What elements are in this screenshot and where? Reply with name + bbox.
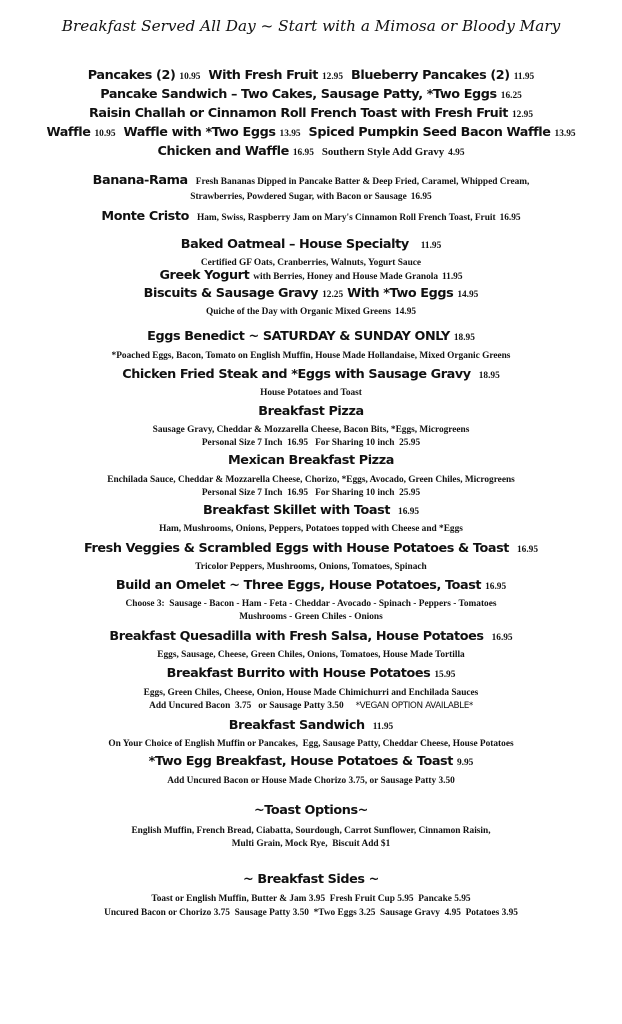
item-price: 16.95	[292, 148, 314, 158]
item-description: Add Uncured Bacon or House Made Chorizo 3.75, or Sausage Patty 3.50	[167, 776, 455, 786]
skillet-desc	[0, 518, 622, 536]
section-title: ~Toast Options~	[253, 803, 368, 818]
item-name: Blueberry Pancakes (2)	[351, 68, 510, 83]
item-price: 16.95	[491, 633, 513, 643]
burrito-line	[0, 664, 622, 682]
item-description: Eggs, Sausage, Cheese, Green Chiles, Onions, Tomatoes, House Made Tortilla	[157, 650, 465, 660]
item-price: 11.95	[372, 722, 394, 732]
item-name: Monte Cristo	[101, 209, 189, 224]
item-name: Greek Yogurt	[159, 268, 250, 283]
item-description: Mushrooms - Green Chiles - Onions	[239, 612, 383, 622]
raisin-challah-line	[0, 104, 622, 122]
item-description: House Potatoes and Toast	[260, 388, 362, 398]
two-egg-line	[0, 752, 622, 770]
item-name: Waffle	[46, 125, 91, 140]
item-price: 11.95	[420, 241, 442, 251]
chicken-fried-steak-desc	[0, 382, 622, 400]
item-name: Fresh Veggies & Scrambled Eggs with House Potatoes & Toast	[83, 541, 509, 556]
item-name: Pancake Sandwich – Two Cakes, Sausage Patty, *Two Eggs	[100, 87, 497, 102]
skillet-line	[0, 501, 622, 519]
item-price: 10.95	[94, 129, 116, 139]
item-description: Ham, Swiss, Raspberry Jam on Mary's Cinnamon Roll French Toast, Fruit	[196, 213, 496, 223]
item-price: 4.95	[448, 148, 465, 158]
item-description: Fresh Bananas Dipped in Pancake Batter & Deep Fried, Caramel, Whipped Cream,	[195, 177, 530, 187]
burrito-addons	[0, 695, 622, 713]
item-price: 14.95	[395, 307, 417, 317]
sides-title	[0, 870, 622, 888]
item-name: With *Two Eggs	[347, 286, 454, 301]
item-price: 18.95	[453, 333, 475, 343]
item-description: Quiche of the Day with Organic Mixed Greens	[205, 307, 392, 317]
item-price: 9.95	[456, 758, 474, 768]
item-price: 12.95	[322, 72, 343, 82]
item-price: 12.95	[512, 110, 534, 120]
breakfast-pizza-line	[0, 402, 622, 420]
item-price: 16.95	[410, 192, 432, 202]
item-price: 12.25	[322, 290, 344, 300]
item-name: Chicken Fried Steak and *Eggs with Sausage Gravy	[122, 367, 471, 382]
fresh-veggies-desc	[0, 556, 622, 574]
item-price: 16.95	[485, 582, 507, 592]
eggs-benedict-desc	[0, 345, 622, 363]
item-name: Build an Omelet ~ Three Eggs, House Potatoes, Toast	[115, 578, 482, 593]
item-price: 11.95	[442, 272, 463, 282]
eggs-benedict-line	[0, 327, 622, 345]
baked-oatmeal-line	[0, 235, 622, 253]
item-name: Mexican Breakfast Pizza	[227, 453, 394, 468]
greek-yogurt-line	[0, 266, 622, 284]
item-name: Chicken and Waffle	[157, 144, 289, 159]
omelet-choices-2	[0, 606, 622, 624]
section-text: Toast or English Muffin, Butter & Jam 3.95 Fresh Fruit Cup 5.95 Pancake 5.95	[151, 894, 471, 904]
item-price: 11.95	[513, 72, 535, 82]
item-description: Tricolor Peppers, Mushrooms, Onions, Tomatoes, Spinach	[195, 562, 427, 572]
biscuits-line	[0, 284, 622, 302]
section-title: ~ Breakfast Sides ~	[243, 872, 379, 887]
item-description: Certified GF Oats, Cranberries, Walnuts, Yogurt Sauce	[200, 258, 422, 268]
quiche-line	[0, 301, 622, 319]
item-description: Sausage Gravy, Cheddar & Mozzarella Cheese, Bacon Bits, *Eggs, Microgreens	[152, 425, 470, 435]
pancake-sandwich-line	[0, 85, 622, 103]
mexican-pizza-line	[0, 451, 622, 469]
item-sizes: Personal Size 7 Inch 16.95 For Sharing 10 inch 25.95	[201, 438, 421, 448]
chicken-fried-steak-line	[0, 365, 622, 383]
item-price: 16.95	[517, 545, 538, 555]
item-description: On Your Choice of English Muffin or Pancakes, Egg, Sausage Patty, Cheddar Cheese, House Potatoes	[108, 739, 514, 749]
item-name: With Fresh Fruit	[208, 68, 318, 83]
item-price: 10.95	[179, 72, 201, 82]
item-extra: Southern Style Add Gravy	[321, 146, 445, 158]
section-text: Multi Grain, Mock Rye, Biscuit Add $1	[231, 839, 391, 849]
item-name: Breakfast Burrito with House Potatoes	[166, 666, 431, 681]
item-price: 16.95	[398, 507, 420, 517]
section-text: Uncured Bacon or Chorizo 3.75 Sausage Patty 3.50 *Two Eggs 3.25 Sausage Gravy 4.95 Potatoes 3.95	[104, 908, 518, 918]
item-description: with Berries, Honey and House Made Granola	[253, 272, 439, 282]
omelet-line	[0, 576, 622, 594]
item-price: 18.95	[478, 371, 500, 381]
item-name: Pancakes (2)	[87, 68, 176, 83]
item-description: Enchilada Sauce, Cheddar & Mozzarella Cheese, Chorizo, *Eggs, Avocado, Green Chiles, Microgreens	[107, 475, 515, 485]
item-description: Eggs, Green Chiles, Cheese, Onion, House Made Chimichurri and Enchilada Sauces	[143, 688, 479, 698]
item-name: Breakfast Skillet with Toast	[202, 503, 391, 518]
two-egg-desc	[0, 770, 622, 788]
item-price: 13.95	[279, 129, 301, 139]
item-name: Breakfast Pizza	[258, 404, 364, 419]
quesadilla-line	[0, 627, 622, 645]
fresh-veggies-line	[0, 539, 622, 557]
chicken-waffle-line	[0, 142, 622, 160]
item-name: Raisin Challah or Cinnamon Roll French Toast with Fresh Fruit	[88, 106, 509, 121]
item-price: 16.25	[500, 91, 522, 101]
item-description: *Poached Eggs, Bacon, Tomato on English Muffin, House Made Hollandaise, Mixed Organic Greens	[111, 351, 511, 361]
quesadilla-desc	[0, 644, 622, 662]
section-text: English Muffin, French Bread, Ciabatta, Sourdough, Carrot Sunflower, Cinnamon Raisin,	[131, 826, 491, 836]
item-name: Eggs Benedict ~ SATURDAY & SUNDAY ONLY	[147, 329, 450, 344]
item-price: 15.95	[434, 670, 456, 680]
item-name: Banana-Rama	[92, 173, 188, 188]
item-name: Biscuits & Sausage Gravy	[143, 286, 319, 301]
sides-line-2	[0, 902, 622, 920]
breakfast-pizza-sizes	[0, 432, 622, 450]
item-price: 16.95	[499, 213, 521, 223]
item-price: 14.95	[457, 290, 479, 300]
sandwich-desc	[0, 733, 622, 751]
toast-options-line-2	[0, 833, 622, 851]
menu-header: Breakfast Served All Day ~ Start with a Mimosa or Bloody Mary	[61, 17, 561, 35]
monte-cristo-line	[0, 207, 622, 225]
item-name: *Two Egg Breakfast, House Potatoes & Toast	[148, 754, 453, 769]
item-description: Ham, Mushrooms, Onions, Peppers, Potatoes topped with Cheese and *Eggs	[159, 524, 463, 534]
waffle-row	[0, 123, 622, 141]
sandwich-line	[0, 716, 622, 734]
item-name: Waffle with *Two Eggs	[123, 125, 276, 140]
item-addons: Add Uncured Bacon 3.75 or Sausage Patty 3.50	[149, 701, 344, 711]
item-description: Choose 3: Sausage - Bacon - Ham - Feta - Cheddar - Avocado - Spinach - Peppers - Tomatoes	[125, 599, 497, 609]
item-name: Breakfast Quesadilla with Fresh Salsa, House Potatoes	[109, 629, 484, 644]
pancakes-row	[0, 66, 622, 84]
vegan-note: *VEGAN OPTION AVAILABLE*	[355, 701, 473, 711]
item-name: Breakfast Sandwich	[228, 718, 365, 733]
item-sizes: Personal Size 7 Inch 16.95 For Sharing 10 inch 25.95	[201, 488, 421, 498]
banana-rama-line-2	[0, 186, 622, 204]
item-description: Strawberries, Powdered Sugar, with Bacon or Sausage	[190, 192, 407, 202]
toast-options-title	[0, 801, 622, 819]
item-name: Spiced Pumpkin Seed Bacon Waffle	[308, 125, 551, 140]
item-price: 13.95	[554, 129, 576, 139]
item-name: Baked Oatmeal – House Specialty	[180, 237, 409, 252]
mexican-pizza-sizes	[0, 482, 622, 500]
